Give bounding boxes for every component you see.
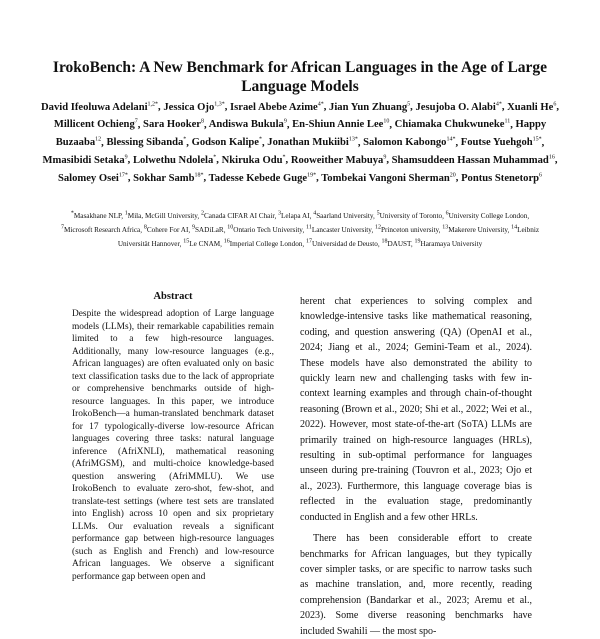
author-marker: 7 <box>134 118 138 125</box>
author-name: Mmasibidi Setaka <box>42 155 125 167</box>
author-name: Andiswa Bukula <box>208 119 284 131</box>
author <box>291 155 387 166</box>
author-name: Happy Buzaaba <box>55 119 547 149</box>
author-marker: 13* <box>348 136 358 143</box>
affiliation-marker: 4 <box>313 211 317 217</box>
author-marker: 9 <box>283 118 287 125</box>
affiliation-marker: 6 <box>445 211 449 217</box>
affiliation-marker: 19 <box>414 238 421 245</box>
author-name: Xuanli He <box>507 101 554 113</box>
abstract-column <box>72 291 274 583</box>
affiliation-name: Masakhane NLP <box>73 212 122 221</box>
author-marker: 5 <box>407 101 411 107</box>
affiliation-marker: 18 <box>381 238 388 245</box>
affiliation-marker: 7 <box>60 224 64 231</box>
author-marker: 6 <box>553 101 557 107</box>
author-name: David Ifeoluwa Adelani <box>41 101 148 113</box>
author-name: Jessica Ojo <box>163 101 215 113</box>
author-name: Sokhar Samb <box>133 172 195 184</box>
author-name: Salomey Osei <box>57 172 119 184</box>
author-name: Jian Yun Zhuang <box>329 101 408 113</box>
author-marker: 14* <box>446 136 456 143</box>
affiliation-marker: 10 <box>227 224 234 231</box>
author-name: En-Shiun Annie Lee <box>292 119 384 131</box>
author-name: Foutse Yuehgoh <box>460 137 533 149</box>
author-name: Jesujoba O. Alabi <box>415 101 496 113</box>
author <box>267 137 358 148</box>
author <box>54 119 138 130</box>
affiliation <box>144 226 189 234</box>
author-marker: 11 <box>504 118 511 125</box>
affiliation-name: Cohere For AI <box>146 226 189 235</box>
author <box>143 119 204 130</box>
affiliation-marker: * <box>70 211 74 217</box>
affiliation <box>61 226 140 234</box>
author-name: Rooweither Mabuya <box>290 155 384 167</box>
author-name: Sara Hooker <box>143 119 202 131</box>
affiliation-name: SADiLaR <box>194 226 224 235</box>
affiliation-marker: 17 <box>306 238 312 245</box>
affiliation <box>227 226 302 234</box>
affiliation-marker: 2 <box>201 211 204 217</box>
affiliation-marker: 11 <box>306 224 312 231</box>
author-name: Chiamaka Chukwuneke <box>394 119 505 131</box>
affiliation-name: DAUST <box>387 239 411 248</box>
author <box>43 155 128 166</box>
author-marker: 18* <box>194 172 204 179</box>
author <box>461 137 542 148</box>
author-marker: * <box>282 154 286 161</box>
affiliation-marker: 16 <box>223 238 230 245</box>
affiliation-marker: 13 <box>442 224 449 231</box>
affiliation-name: Imperial College London <box>229 239 303 248</box>
author <box>230 102 324 113</box>
affiliation-name: Mila, McGill University <box>127 212 198 221</box>
affiliation-name: Haramaya University <box>420 239 483 248</box>
author <box>507 102 556 113</box>
author <box>292 119 389 130</box>
author <box>415 102 501 113</box>
affiliation-list: *Masakhane NLP, $^1$Mila, McGill University, $^2$Canada CIFAR AI Chair, $^3$Lelapa AI, $^4$Saarland University, $^5$University of Toronto, $^6$University College London, $^7$Microsoft Research Africa, $^8$Cohere For AI, $^9$SADiLaR, $^{10}$Ontario Tech University, $^{11}$Lancaster University, $^{12}$Princeton university, $^{13}$Makerere University, $^{14}$Leibniz Universität Hannover, $^{15}$Le CNAM, $^{16}$Imperial College London, $^{17}$Universidad de Deusto, $^{18}$DAUST, $^{19}$Haramaya University <box>60 211 540 248</box>
author <box>461 173 542 184</box>
affiliation-marker: 3 <box>278 211 282 217</box>
affiliation <box>278 212 310 220</box>
author-marker: 16 <box>548 154 555 161</box>
author-marker: 1,3* <box>214 101 225 107</box>
author <box>222 155 286 166</box>
author-marker: 8 <box>201 118 205 125</box>
author-marker: 9 <box>124 154 128 161</box>
affiliation-marker: 1 <box>124 211 128 217</box>
author-name: Tadesse Kebede Guge <box>208 172 308 184</box>
affiliation <box>125 212 198 220</box>
author <box>392 155 555 166</box>
affiliation-name: Lancaster University <box>311 226 372 235</box>
affiliation-marker: 9 <box>191 224 195 231</box>
affiliation-name: Ontario Tech University <box>233 226 303 235</box>
author <box>209 173 317 184</box>
author <box>133 173 203 184</box>
author <box>163 102 224 113</box>
author <box>41 102 158 113</box>
author-marker: 20 <box>449 172 456 179</box>
affiliation <box>192 226 224 234</box>
author-marker: 1,2* <box>147 101 159 107</box>
affiliation-name: Saarland University <box>316 212 374 221</box>
author-name: Shamsuddeen Hassan Muhammad <box>391 155 549 167</box>
author-name: Tombekai Vangoni Sherman <box>321 172 450 184</box>
affiliation-name: Microsoft Research Africa <box>63 226 141 235</box>
affiliation-name: Princeton university <box>381 226 439 235</box>
author-name: Blessing Sibanda <box>106 137 184 149</box>
affiliation-marker: 15 <box>183 238 190 245</box>
affiliation <box>71 212 121 220</box>
author-marker: 19* <box>307 172 317 179</box>
affiliation <box>381 240 410 248</box>
author-name: Salomon Kabongo <box>363 137 447 149</box>
affiliation-marker: 8 <box>143 224 147 231</box>
author-marker: 4* <box>495 101 502 107</box>
author-marker: 17* <box>118 172 128 179</box>
affiliation <box>201 212 274 220</box>
author <box>321 173 456 184</box>
affiliation <box>442 226 507 234</box>
affiliation-name: Universidad de Deusto <box>312 239 378 248</box>
author-name: Millicent Ochieng <box>53 119 135 131</box>
abstract-heading: Abstract <box>153 291 193 302</box>
author-name: Lolwethu Ndolela <box>132 155 214 167</box>
author-marker: * <box>183 136 187 143</box>
author-name: Pontus Stenetorp <box>461 172 540 184</box>
abstract-text: Despite the widespread adoption of Large language models (LLMs), their remarkable capabilities remain limited to a few high-resource languages. Additionally, many low-resource languages (e.g., African languages) are often evaluated only on basic text classification tasks due to the lack of appropriate or comprehensive benchmarks outside of high-resource languages. In this paper, we introduce IrokoBench—a human-translated benchmark dataset for 17 typologically-diverse low-resource African languages covering three tasks: natural language inference (AfriXNLI), mathematical reasoning (AfriMGSM), and multi-choice knowledge-based question answering (AfriMMLU). We use IrokoBench to evaluate zero-shot, few-shot, and translate-test settings (where test sets are translated into English) across 10 open and six proprietary LLMs. Our evaluation reveals a significant performance gap between high-resource languages (such as English and French) and low-resource African languages. We observe a significant performance gap between open and <box>72 309 274 582</box>
author-marker: * <box>213 154 217 161</box>
author-name: Godson Kalipe <box>191 137 259 149</box>
introduction-column <box>300 294 532 639</box>
affiliation-name: Lelapa AI <box>281 212 310 221</box>
intro-paragraph: There has been considerable effort to create benchmarks for African languages, but they typically cover simpler tasks, or are specific to narrow tasks such as machine translation, and, more recently, reading comprehension (Bandarkar et al., 2023; Aremu et al., 2023). Some diverse reasoning benchmarks have included Swahili — the most spo- <box>300 533 532 637</box>
affiliation <box>375 226 439 234</box>
author-name: Nkiruka Odu <box>221 155 283 167</box>
affiliation <box>306 226 371 234</box>
affiliation <box>377 212 442 220</box>
affiliation-name: University College London <box>448 212 528 221</box>
author-marker: 12 <box>95 136 102 143</box>
affiliation-marker: 14 <box>511 224 518 231</box>
affiliation-name: Canada CIFAR AI Chair <box>204 212 275 221</box>
affiliation <box>446 212 528 220</box>
affiliation <box>183 240 220 248</box>
author <box>192 137 262 148</box>
affiliation-marker: 12 <box>375 224 382 231</box>
intro-paragraph: herent chat experiences to solving complex and knowledge-intensive tasks like mathematical reasoning, coding, and question answering (QA) (OpenAI et al., 2024; Jiang et al., 2024; Gemini-Team et al., 2024). These models have also demonstrated the ability to quickly learn new and challenging tasks with few in-context learning examples and through chain-of-thought reasoning (Brown et al., 2020; Shi et al., 2022; Wei et al., 2022). However, most state-of-the-art (SoTA) LLMs are primarily trained on high-resource languages (HRLs), resulting in sub-optimal performance for languages unseen during pre-training (Touvron et al., 2023; Ojo et al., 2023). Furthermore, this language coverage bias is reflected in the evaluation stage, predominantly conducted in English and a few other HRLs. <box>300 296 532 523</box>
author <box>395 119 511 130</box>
affiliation-marker: 5 <box>376 211 380 217</box>
author <box>106 137 186 148</box>
author-marker: 9 <box>383 154 387 161</box>
affiliation <box>313 212 373 220</box>
author-name: Israel Abebe Azime <box>230 101 318 113</box>
affiliation <box>224 240 303 248</box>
author-marker: * <box>258 136 262 143</box>
author <box>58 173 128 184</box>
author-name: Jonathan Mukiibi <box>267 137 349 149</box>
author <box>209 119 287 130</box>
affiliation-name: University of Toronto <box>379 212 443 221</box>
author <box>363 137 455 148</box>
affiliation-name: Leibniz Universität Hannover <box>117 226 540 248</box>
author-marker: 6 <box>539 172 543 179</box>
author-list: David Ifeoluwa Adelani$^{1,2*}$, Jessica Ojo$^{1,3*}$, Israel Abebe Azime$^{4*}$, Jian Yun Zhuang$^5$, Jesujoba O. Alabi$^{4*}$, Xuanli He$^6$, Millicent Ochieng$^7$, Sara Hooker$^8$, Andiswa Bukula$^9$, En-Shiun Annie Lee$^{10}$, Chiamaka Chukwuneke$^{11}$, Happy Buzaaba$^{12}$, Blessing Sibanda*, Godson Kalipe*, Jonathan Mukiibi$^{13*}$, Salomon Kabongo$^{14*}$, Foutse Yuehgoh$^{15*}$, Mmasibidi Setaka$^9$, Lolwethu Ndolela*, Nkiruka Odu*, Rooweither Mabuya$^9$, Shamsuddeen Hassan Muhammad$^{16}$, Salomey Osei$^{17*}$, Sokhar Samb$^{18*}$, Tadesse Kebede Guge$^{19*}$, Tombekai Vangoni Sherman$^{20}$, Pontus Stenetorp$^6$ <box>41 101 559 184</box>
affiliation-name: Makerere University <box>448 226 508 235</box>
affiliation <box>306 240 378 248</box>
affiliation <box>415 240 483 248</box>
affiliation-name: Le CNAM <box>189 239 221 248</box>
author <box>329 102 410 113</box>
paper-title: IrokoBench: A New Benchmark for African Languages in the Age of Large Language Models <box>52 59 548 95</box>
author-marker: 15* <box>532 136 542 143</box>
author-marker: 10 <box>383 118 390 125</box>
author <box>133 155 216 166</box>
author-marker: 4* <box>317 101 324 107</box>
